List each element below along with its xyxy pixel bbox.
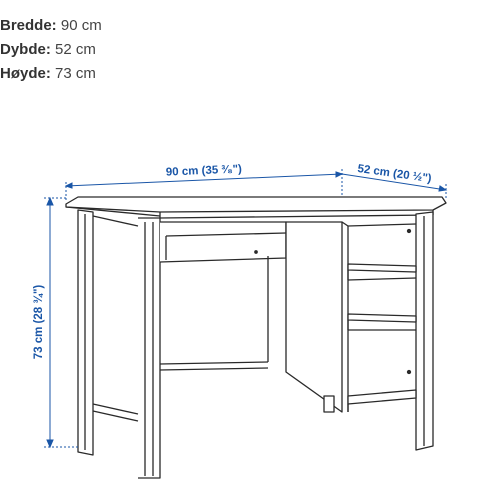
spec-depth-label: Dybde: [0, 41, 51, 58]
spec-width-label: Bredde: [0, 17, 57, 34]
spec-height-label: Høyde: [0, 65, 51, 82]
width-arrow-right [336, 172, 342, 177]
desk-drawing [66, 197, 446, 478]
depth-dimension-label: 52 cm (20 ½") [356, 162, 433, 186]
height-arrow-top [47, 198, 53, 205]
spec-depth-value: 52 cm [55, 41, 96, 58]
depth-arrow-right [439, 186, 446, 191]
height-arrow-bottom [47, 440, 53, 447]
width-arrow-left [66, 183, 72, 188]
height-dimension-label: 73 cm (28 ¾") [33, 284, 45, 360]
spec-height-value: 73 cm [55, 65, 96, 82]
spec-width-value: 90 cm [60, 17, 102, 34]
width-dimension-label: 90 cm (35 ³⁄₈") [165, 163, 243, 179]
